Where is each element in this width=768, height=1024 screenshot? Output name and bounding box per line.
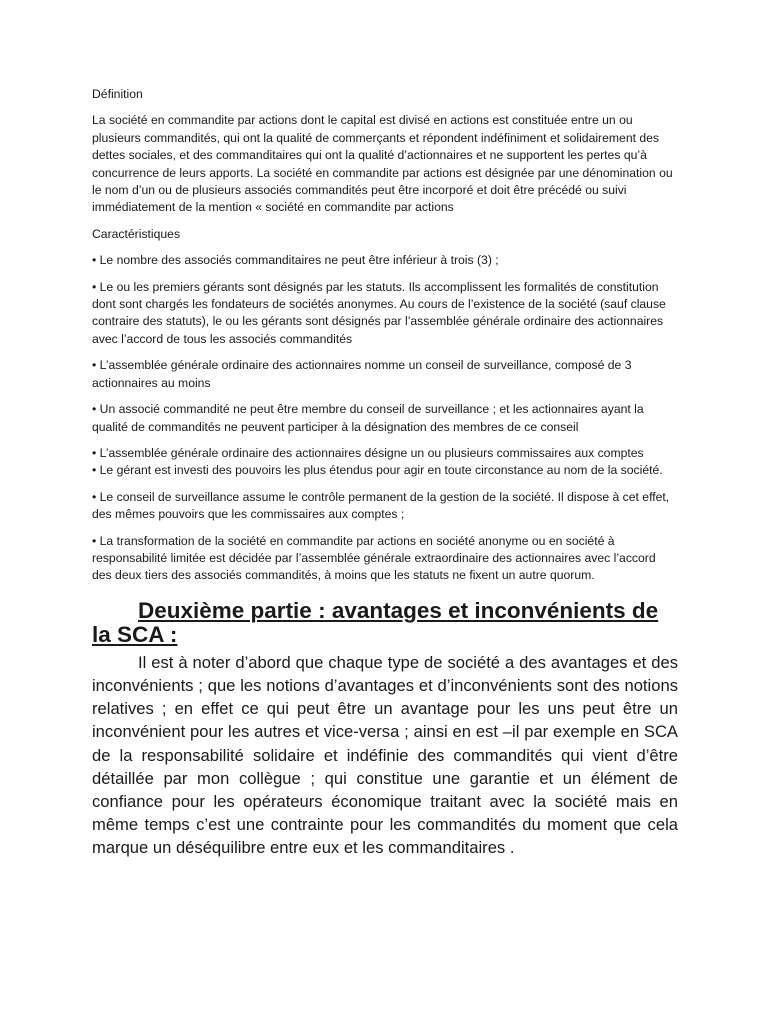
section-title: Deuxième partie : avantages et inconvénients de la SCA : — [92, 597, 659, 647]
bullet-item: • Le conseil de surveillance assume le contrôle permanent de la gestion de la société. Il dispose à cet effet, des mêmes pouvoirs que les commissaires aux comptes ; — [92, 489, 670, 522]
definition-paragraph: La société en commandite par actions dont le capital est divisé en actions est constituée entre un ou plusieurs commandités, qui ont la qualité de commerçants et répondent indéfiniment et solidairement des dettes sociales, et des commanditaires qui ont la qualité d’actionnaires et ne supportent les pertes qu’à concurrence de leurs apports. La société en commandite par actions est désignée par une dénomination ou le nom d’un ou de plusieurs associés commandités peut être incorporé et doit être précédé ou suivi immédiatement de la mention « société en commandite par actions — [92, 113, 673, 215]
bullet-item: • Le gérant est investi des pouvoirs les plus étendus pour agir en toute circonstance au nom de la société. — [92, 463, 663, 478]
definition-heading: Définition — [92, 87, 143, 101]
bullet-item: • Un associé commandité ne peut être membre du conseil de surveillance ; et les actionnaires ayant la qualité de commandités ne peuvent participer à la désignation des membres de ce conseil — [92, 402, 644, 434]
bullet-item: • La transformation de la société en commandite par actions en société anonyme ou en société à responsabilité limitée est décidée par l’assemblée générale extraordinaire des actionnaires avec l’accord des deux tiers des associés commandités, à moins que les statuts ne fixent un autre quorum. — [92, 533, 656, 583]
bullet-item: • L’assemblée générale ordinaire des actionnaires désigne un ou plusieurs commissaires aux comptes — [92, 445, 644, 460]
bullet-item: • Le nombre des associés commanditaires ne peut être inférieur à trois (3) ; — [92, 253, 499, 268]
document-page — [92, 86, 678, 860]
section-body: Il est à noter d’abord que chaque type de société a des avantages et des inconvénients ; que les notions d’avantages et d’inconvénients sont des notions relatives ; en effet ce qui peut être un avantage pour les uns peut être un inconvénient pour les autres et vice-versa ; ainsi en est –il par exemple en SCA de la responsabilité solidaire et indéfinie des commandités qui vient d’être détaillée par mon collègue ; qui constitue une garantie et un élément de confiance pour les opérateurs économique traitant avec la société mais en même temps c’est une contrainte pour les commandités du moment que cela marque un déséquilibre entre eux et les commanditaires . — [92, 652, 678, 858]
characteristics-heading: Caractéristiques — [92, 226, 181, 241]
bullet-item: • L’assemblée générale ordinaire des actionnaires nomme un conseil de surveillance, composé de 3 actionnaires au moins — [92, 358, 632, 390]
bullet-item: • Le ou les premiers gérants sont désignés par les statuts. Ils accomplissent les formalités de constitution dont sont chargés les fondateurs de sociétés anonymes. Au cours de l’existence de la société (sauf clause contraire des statuts), le ou les gérants sont désignés par l’assemblée générale ordinaire des actionnaires avec l’accord de tous les associés commandités — [92, 279, 666, 346]
